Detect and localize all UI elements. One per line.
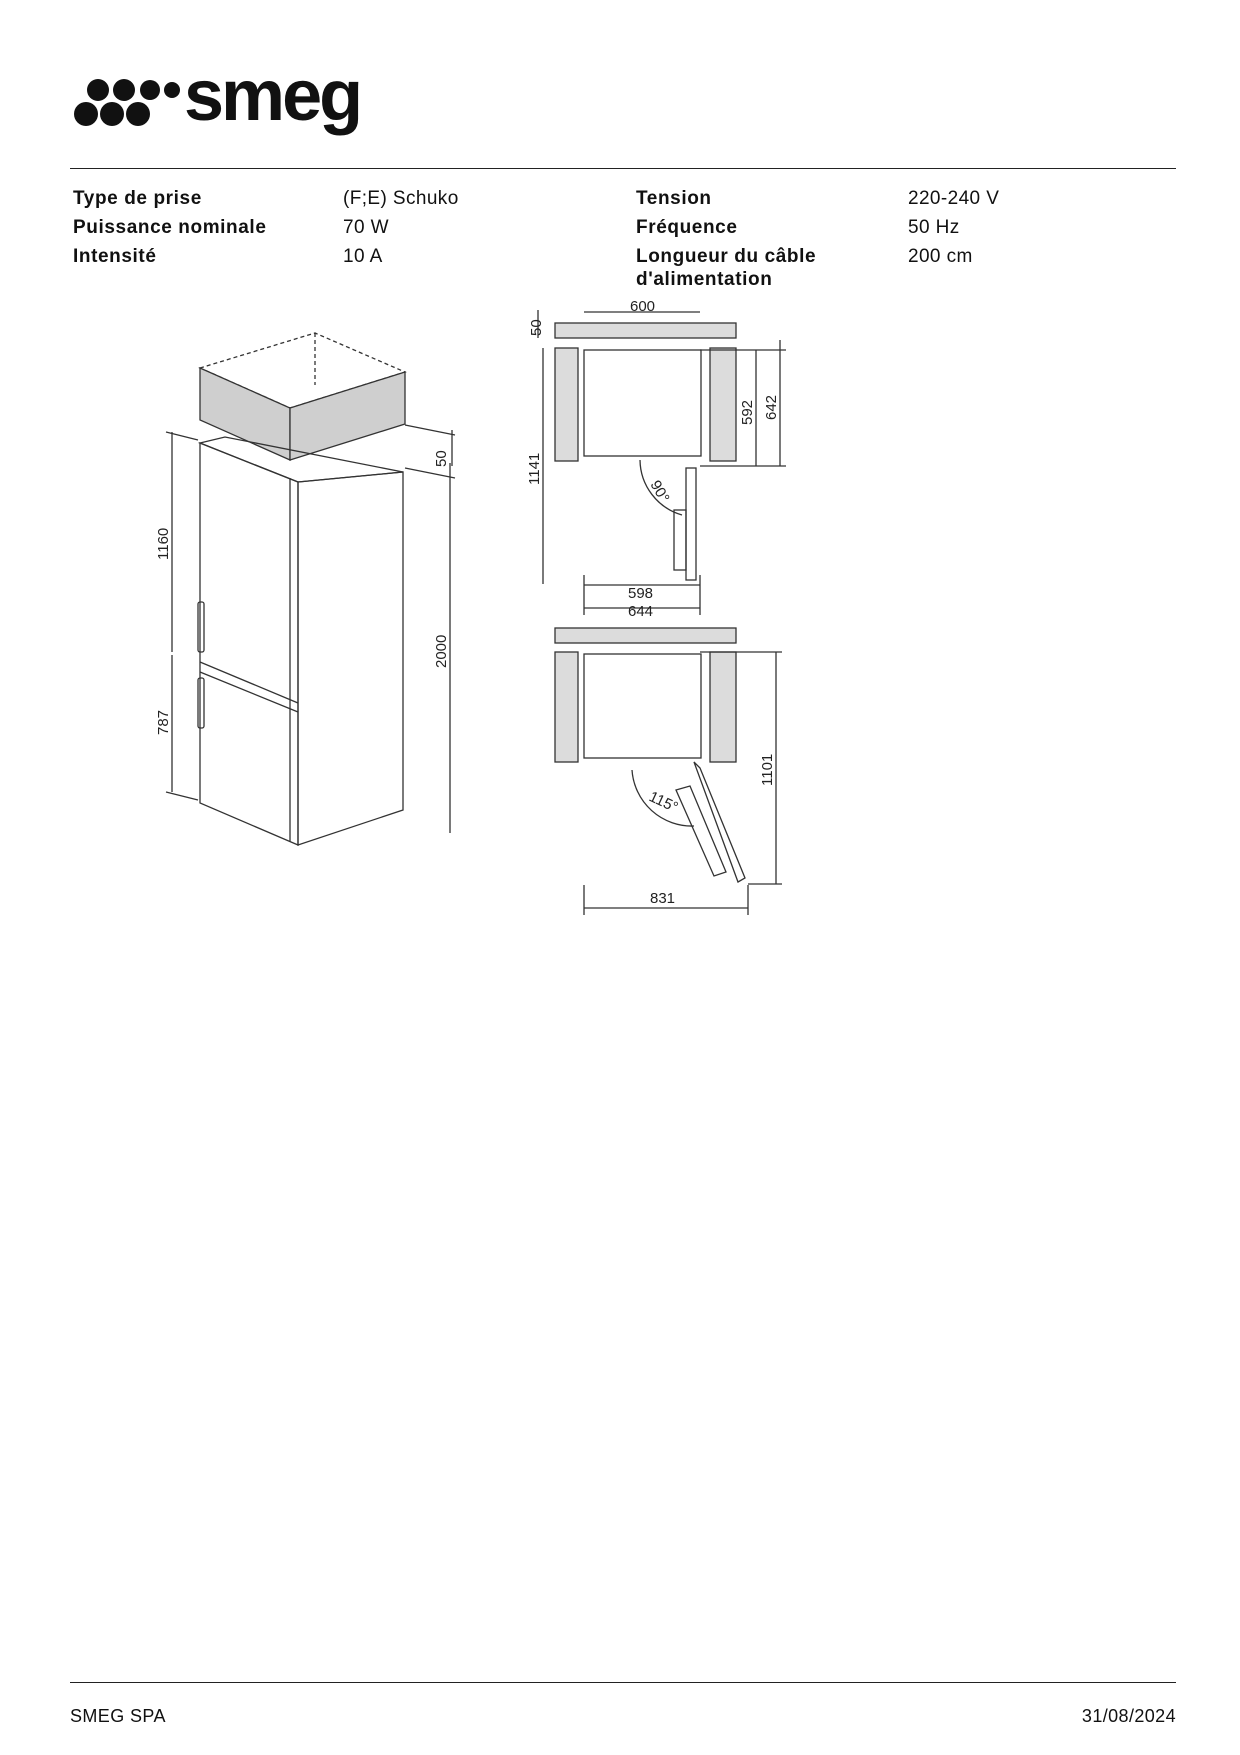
spec-label-longueur-cable-line2: d'alimentation (636, 269, 773, 290)
footer-company: SMEG SPA (70, 1706, 166, 1726)
dimension-diagram (140, 300, 800, 930)
dim-592: 592 (739, 399, 756, 425)
dim-2000: 2000 (433, 634, 450, 668)
dim-50-perspective: 50 (433, 450, 450, 467)
dim-642: 642 (763, 394, 780, 420)
spec-label-type-de-prise: Type de prise (73, 188, 202, 209)
dim-1101: 1101 (759, 753, 776, 786)
dim-angle-115: 115° (646, 788, 681, 817)
spec-label-intensite: Intensité (73, 246, 157, 267)
spec-label-tension: Tension (636, 188, 712, 209)
spec-label-frequence: Fréquence (636, 217, 738, 238)
dim-787: 787 (155, 709, 172, 735)
dim-598: 598 (628, 585, 654, 602)
logo-wordmark: smeg (184, 70, 361, 136)
header-divider (70, 168, 1176, 169)
spec-label-longueur-cable: Longueur du câble (636, 246, 817, 267)
dim-angle-90: 90° (646, 477, 673, 506)
spec-value-frequence: 50 Hz (908, 217, 960, 238)
spec-value-tension: 220-240 V (908, 188, 1000, 209)
spec-value-longueur-cable: 200 cm (908, 246, 973, 267)
footer-divider (70, 1682, 1176, 1683)
dim-644: 644 (628, 603, 654, 620)
spec-value-type-de-prise: (F;E) Schuko (343, 188, 459, 209)
dim-831: 831 (650, 890, 676, 907)
dim-1141: 1141 (526, 452, 543, 485)
spec-value-intensite: 10 A (343, 246, 383, 267)
footer-date: 31/08/2024 (1081, 1706, 1176, 1726)
technical-drawing (140, 300, 800, 930)
spec-value-puissance: 70 W (343, 217, 389, 238)
dim-1160: 1160 (155, 527, 172, 560)
spec-label-puissance: Puissance nominale (73, 217, 267, 238)
smeg-logo (74, 70, 394, 136)
dim-50-plan: 50 (528, 319, 545, 336)
dim-600: 600 (630, 300, 656, 315)
